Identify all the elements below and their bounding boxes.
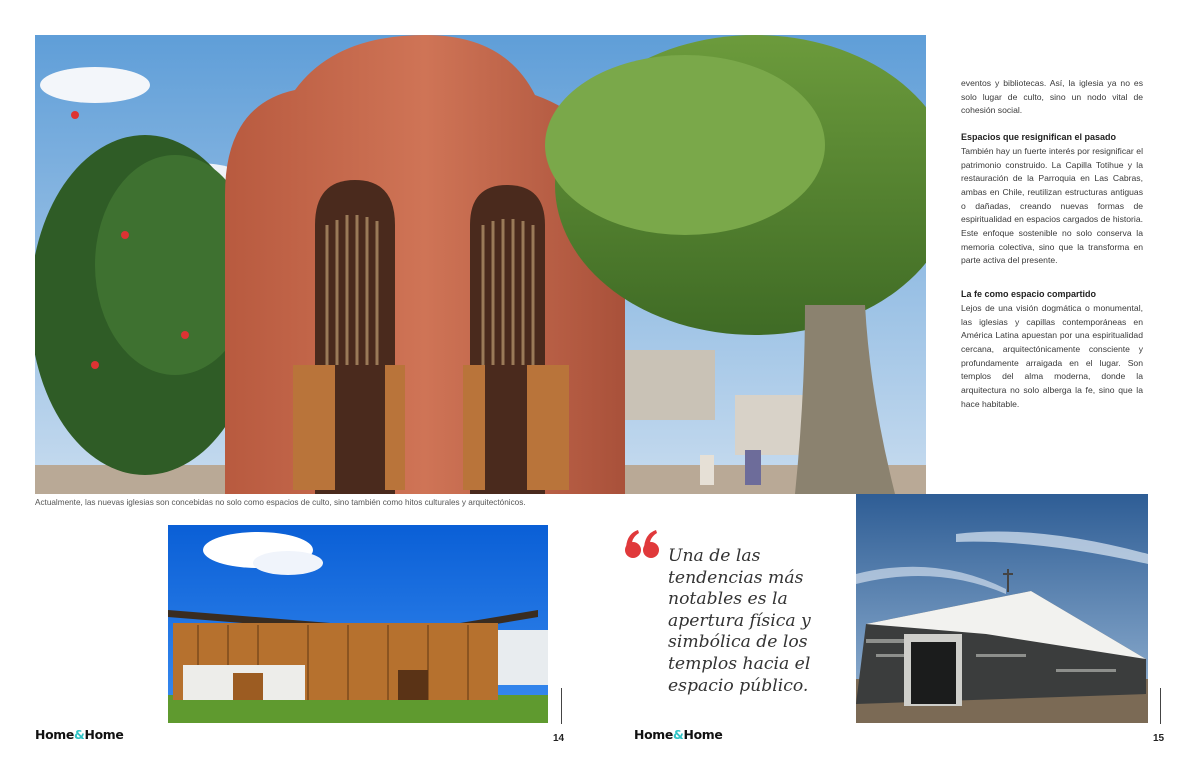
section-paragraph: Lejos de una visión dogmática o monumental, las iglesias y capillas contemporáneas en América Latina apuestan por una espiritualidad cercana, arquitectónicamente consciente y profundamente arraigada en el lugar. Son templos del alma moderna, donde la arquitectura no solo alberga la fe, sino que la hace habitable. <box>961 302 1143 409</box>
photo-white-church <box>856 494 1148 723</box>
brand-logo: Home&Home <box>35 727 124 742</box>
intro-paragraph: eventos y bibliotecas. Así, la iglesia ya no es solo lugar de culto, sino un nodo vital de cohesión social. <box>961 78 1143 116</box>
photo-wooden-church <box>168 525 548 723</box>
pull-quote: Una de las tendencias más notables es la apertura física y simbólica de los templos hacia el espacio público. <box>668 546 811 696</box>
quote-mark-icon <box>624 528 664 568</box>
section-heading: La fe como espacio compartido <box>961 289 1097 300</box>
photo-caption: Actualmente, las nuevas iglesias son concebidas no solo como espacios de culto, sino también como hitos culturales y arquitectónicos. <box>35 498 526 507</box>
hero-photo-brick-church <box>35 35 926 494</box>
brand-logo: Home&Home <box>634 727 723 742</box>
divider <box>1160 688 1161 724</box>
article-column <box>961 77 1143 411</box>
divider <box>561 688 562 724</box>
section-heading: Espacios que resignifican el pasado <box>961 132 1117 143</box>
page-number: 15 <box>1153 733 1165 744</box>
section-paragraph: También hay un fuerte interés por resignificar el patrimonio construido. La Capilla Totihue y la restauración de la Parroquia en Las Cabras, ambas en Chile, reutilizan estructuras antiguas o dañadas, creando nuevas formas de espiritualidad en espacios cargados de historia. Este enfoque sostenible no solo conserva la memoria colectiva, sino que la transforma en parte activa del presente. <box>961 145 1143 266</box>
page-number: 14 <box>553 733 565 744</box>
